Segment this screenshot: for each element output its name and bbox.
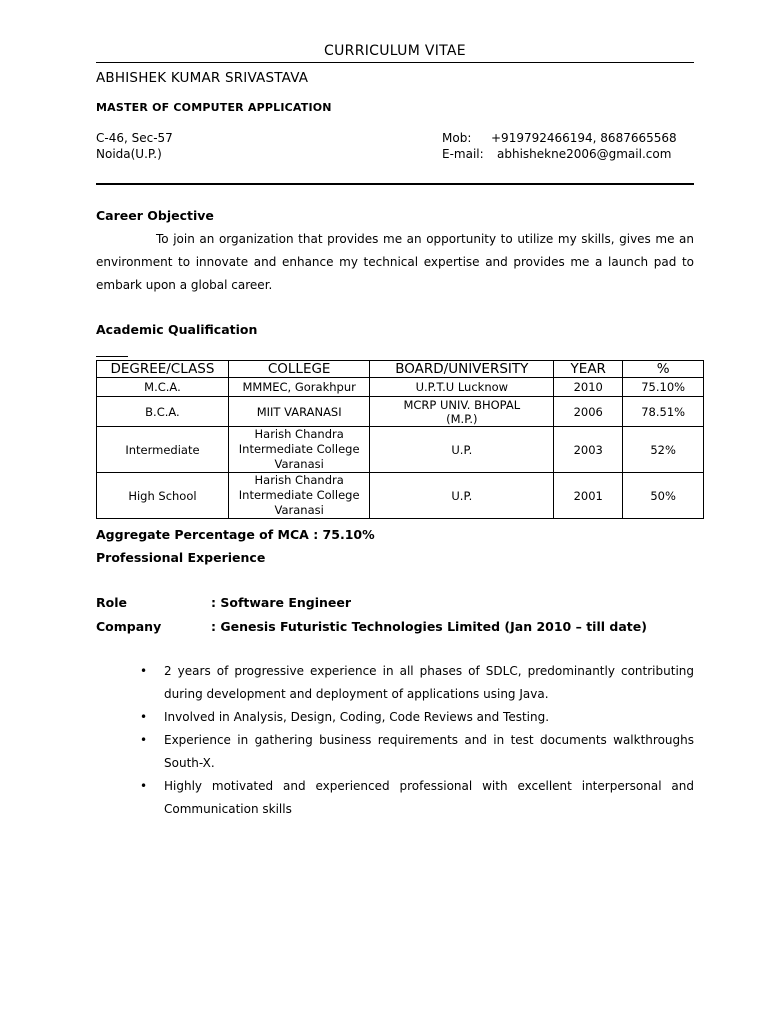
board-cell: U.P. xyxy=(370,473,554,519)
column-header-year: YEAR xyxy=(554,361,623,378)
company-label: Company xyxy=(96,619,162,634)
address-line-2: Noida(U.P.) xyxy=(96,147,162,161)
academic-heading: Academic Qualification xyxy=(96,322,258,337)
career-objective-heading: Career Objective xyxy=(96,208,214,223)
year-cell: 2003 xyxy=(554,427,623,473)
candidate-name: ABHISHEK KUMAR SRIVASTAVA xyxy=(96,70,309,86)
table-row xyxy=(97,473,704,519)
degree-cell: M.C.A. xyxy=(97,378,229,397)
percent-cell: 78.51% xyxy=(623,397,704,427)
experience-heading: Professional Experience xyxy=(96,550,266,565)
academic-table xyxy=(96,360,704,519)
degree-cell: High School xyxy=(97,473,229,519)
college-line: Intermediate College xyxy=(238,442,360,456)
bullet-text: Experience in gathering business requirements and in test documents walkthroughs South-X. xyxy=(164,733,694,770)
mobile-label: Mob: xyxy=(442,131,472,145)
list-item xyxy=(140,660,694,706)
college-line: Harish Chandra xyxy=(254,427,344,441)
college-cell xyxy=(228,427,370,473)
academic-heading-underline xyxy=(96,356,128,357)
bullet-icon: • xyxy=(140,779,148,793)
college-line: Intermediate College xyxy=(238,488,360,502)
title-divider xyxy=(96,62,694,63)
bullet-text: Highly motivated and experienced professional with excellent interpersonal and Communication skills xyxy=(164,779,694,816)
document-title: CURRICULUM VITAE xyxy=(324,43,466,59)
role-label: Role xyxy=(96,595,127,610)
table-row xyxy=(97,378,704,397)
candidate-degree: MASTER OF COMPUTER APPLICATION xyxy=(96,101,332,114)
year-cell: 2006 xyxy=(554,397,623,427)
percent-cell: 50% xyxy=(623,473,704,519)
percent-cell: 52% xyxy=(623,427,704,473)
email-label: E-mail: xyxy=(442,147,484,161)
degree-cell: B.C.A. xyxy=(97,397,229,427)
bullet-text: Involved in Analysis, Design, Coding, Code Reviews and Testing. xyxy=(164,710,550,724)
table-header-row xyxy=(97,361,704,378)
company-value: : Genesis Futuristic Technologies Limited (Jan 2010 – till date) xyxy=(211,619,647,634)
college-line: Varanasi xyxy=(274,503,324,517)
degree-cell: Intermediate xyxy=(97,427,229,473)
board-cell: U.P.T.U Lucknow xyxy=(370,378,554,397)
mobile-value: +919792466194, 8687665568 xyxy=(491,131,677,145)
address-line-1: C-46, Sec-57 xyxy=(96,131,173,145)
experience-bullet-list xyxy=(140,660,694,821)
table-row xyxy=(97,427,704,473)
board-cell: U.P. xyxy=(370,427,554,473)
year-cell: 2001 xyxy=(554,473,623,519)
college-line: Varanasi xyxy=(274,457,324,471)
college-cell: MIIT VARANASI xyxy=(228,397,370,427)
list-item xyxy=(140,729,694,775)
board-line: (M.P.) xyxy=(446,411,478,426)
college-line: Harish Chandra xyxy=(254,473,344,487)
bullet-icon: • xyxy=(140,664,148,678)
header-divider xyxy=(96,183,694,185)
column-header-college: COLLEGE xyxy=(228,361,370,378)
list-item xyxy=(140,706,694,729)
bullet-text: 2 years of progressive experience in all phases of SDLC, predominantly contributing during development and deployment of applications using Java. xyxy=(164,664,694,701)
column-header-board: BOARD/UNIVERSITY xyxy=(370,361,554,378)
aggregate-percentage: Aggregate Percentage of MCA : 75.10% xyxy=(96,527,375,542)
list-item xyxy=(140,775,694,821)
column-header-degree: DEGREE/CLASS xyxy=(97,361,229,378)
board-line: MCRP UNIV. BHOPAL xyxy=(403,397,521,412)
year-cell: 2010 xyxy=(554,378,623,397)
percent-cell: 75.10% xyxy=(623,378,704,397)
bullet-icon: • xyxy=(140,710,148,724)
column-header-percent: % xyxy=(623,361,704,378)
bullet-icon: • xyxy=(140,733,148,747)
college-cell: MMMEC, Gorakhpur xyxy=(228,378,370,397)
email-value: abhishekne2006@gmail.com xyxy=(497,147,672,161)
role-value: : Software Engineer xyxy=(211,595,352,610)
career-objective-text: To join an organization that provides me an opportunity to utilize my skills, gives me an environment to innovate and enhance my technical expertise and provides me a launch pad to embark upon a global career. xyxy=(96,232,694,292)
table-row xyxy=(97,397,704,427)
board-cell xyxy=(370,397,554,427)
college-cell xyxy=(228,473,370,519)
